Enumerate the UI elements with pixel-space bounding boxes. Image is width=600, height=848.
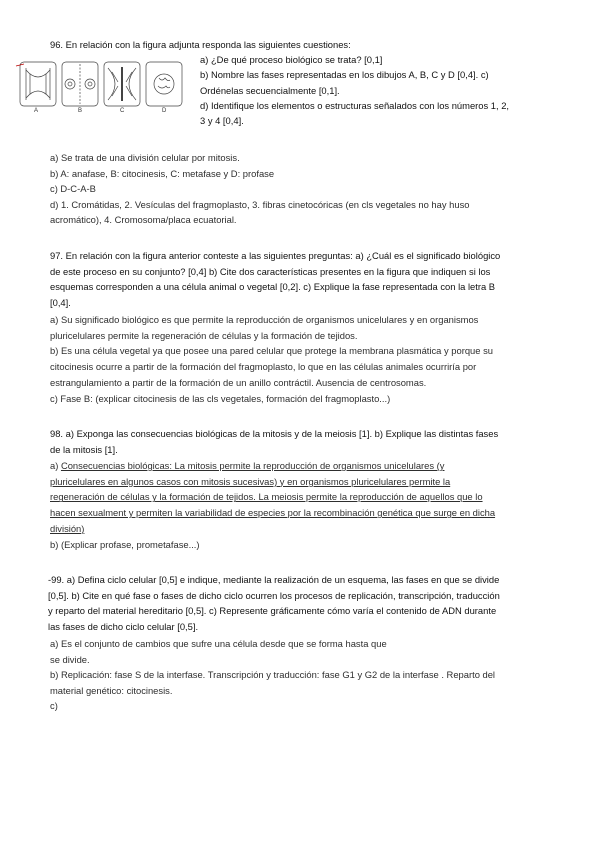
q96-subquestions <box>200 52 560 128</box>
q96-sub-d: d) Identifique los elementos o estructuras señalados con los números 1, 2, <box>200 99 510 111</box>
q96-answers <box>50 150 550 228</box>
mitosis-drawings <box>12 58 194 120</box>
q99-question-line: -99. a) Defina ciclo celular [0,5] e indique, mediante la realización de un esquema, las fases en que se divide <box>48 574 500 585</box>
q96-answer-a: a) Se trata de una división celular por mitosis. <box>50 152 240 163</box>
q99-question-line: y reparto del material hereditario [0,5]. c) Represente gráficamente cómo varía el contenido de ADN durante <box>48 605 497 616</box>
q97-question <box>50 248 550 310</box>
q98-answer-b: b) (Explicar profase, prometafase...) <box>50 538 200 550</box>
q97-answer-line: estrangulamiento a partir de la formación de un anillo contráctil. Ausencia de centrosomas. <box>50 376 427 388</box>
figure-label-b: B <box>78 108 83 114</box>
q99-question-line: las fases de dicho ciclo celular [0,5]. <box>48 620 199 632</box>
q99-question <box>48 572 548 634</box>
q99-answer-line: b) Replicación: fase S de la interfase. Transcripción y traducción: fase G1 y G2 de la interfase . Reparto del <box>50 669 496 681</box>
q97-answer-line: citocinesis ocurre a partir de la formación del fragmoplasto, lo que en las células animales ocurriría por <box>50 361 477 373</box>
q97-question-line: [0,4]. <box>50 296 71 308</box>
q98-answer-prefix: a) <box>50 460 61 471</box>
q99-question-line: [0,5]. b) Cite en qué fase o fases de dicho ciclo ocurren los procesos de replicación, transcripción, traducción <box>48 589 500 601</box>
q96-header-text: 96. En relación con la figura adjunta responda las siguientes cuestiones: <box>50 39 351 50</box>
q96-sub-a: a) ¿De qué proceso biológico se trata? [0,1] <box>200 54 383 65</box>
cell-a-drawing <box>20 62 56 106</box>
q97-question-line: de este proceso en su conjunto? [0,4] b) Cite dos características presentes en la figura que indiquen si los <box>50 265 491 277</box>
q99-answer-line: material genético: citocinesis. <box>50 684 173 696</box>
cell-d-drawing <box>146 62 182 106</box>
q96-answer-c: c) D-C-A-B <box>50 183 96 195</box>
q97-answers <box>50 312 550 406</box>
q98-answer-underlined: pluricelulares en algunos casos con mitosis sucesivas) y en organismos pluricelulares permite la <box>50 475 451 487</box>
mitosis-figure <box>12 58 194 120</box>
q98-answer-underlined: Consecuencias biológicas: La mitosis permite la reproducción de organismos unicelulares (y <box>60 460 445 471</box>
q99-answer-line: c) <box>50 700 58 712</box>
q96-sub-c: Ordénelas secuencialmente [0,1]. <box>200 84 340 96</box>
q99-answers <box>50 636 550 714</box>
q98-answer-underlined: división) <box>50 522 85 534</box>
q98-answer-underlined: regeneración de células y la formación de tejidos. La meiosis permite la reproducción de aquellos que lo <box>50 491 483 503</box>
q96-answer-b: b) A: anafase, B: citocinesis, C: metafase y D: profase <box>50 167 275 179</box>
q96-answer-d: d) 1. Cromátidas, 2. Vesículas del fragmoplasto, 3. fibras cinetocóricas (en cls vegetales no hay huso <box>50 198 470 210</box>
q97-answer-line: a) Su significado biológico es que permite la reproducción de organismos unicelulares y en organismos <box>50 314 479 325</box>
q98-question <box>50 426 550 457</box>
figure-label-a: A <box>34 108 39 114</box>
q98-question-line: 98. a) Exponga las consecuencias biológicas de la mitosis y de la meiosis [1]. b) Explique las distintas fases <box>50 428 499 439</box>
q97-question-line: esquemas corresponden a una célula animal o vegetal [0,2]. c) Explique la fase representada con la letra B <box>50 281 496 292</box>
figure-label-d: D <box>162 108 167 114</box>
q97-answer-line: b) Es una célula vegetal ya que posee una pared celular que protege la membrana plasmática y porque su <box>50 345 493 357</box>
q97-answer-line: c) Fase B: (explicar citocinesis de las cls vegetales, formación del fragmoplasto...) <box>50 392 391 404</box>
q96-sub-b: b) Nombre las fases representadas en los dibujos A, B, C y D [0,4]. c) <box>200 69 489 81</box>
q96-sub-d-cont: 3 y 4 [0,4]. <box>200 115 244 127</box>
figure-label-c: C <box>120 108 125 114</box>
q97-question-line: 97. En relación con la figura anterior conteste a las siguientes preguntas: a) ¿Cuál es el significado biológico <box>50 250 501 261</box>
q98-answer-a-line <box>50 458 550 474</box>
q96-header <box>50 37 550 53</box>
q98-question-line: de la mitosis [1]. <box>50 443 118 455</box>
q99-answer-line: se divide. <box>50 653 90 665</box>
q98-answers <box>50 458 550 552</box>
q96-answer-d-cont: acromático), 4. Cromosoma/placa ecuatorial. <box>50 214 237 226</box>
q97-answer-line: pluricelulares permite la regeneración de células y la formación de tejidos. <box>50 329 358 341</box>
q99-answer-line: a) Es el conjunto de cambios que sufre una célula desde que se forma hasta que <box>50 638 387 649</box>
q98-answer-underlined: hacen sexualment y permiten la variabilidad de especies por la recombinación genética que surge en dicha <box>50 507 496 519</box>
